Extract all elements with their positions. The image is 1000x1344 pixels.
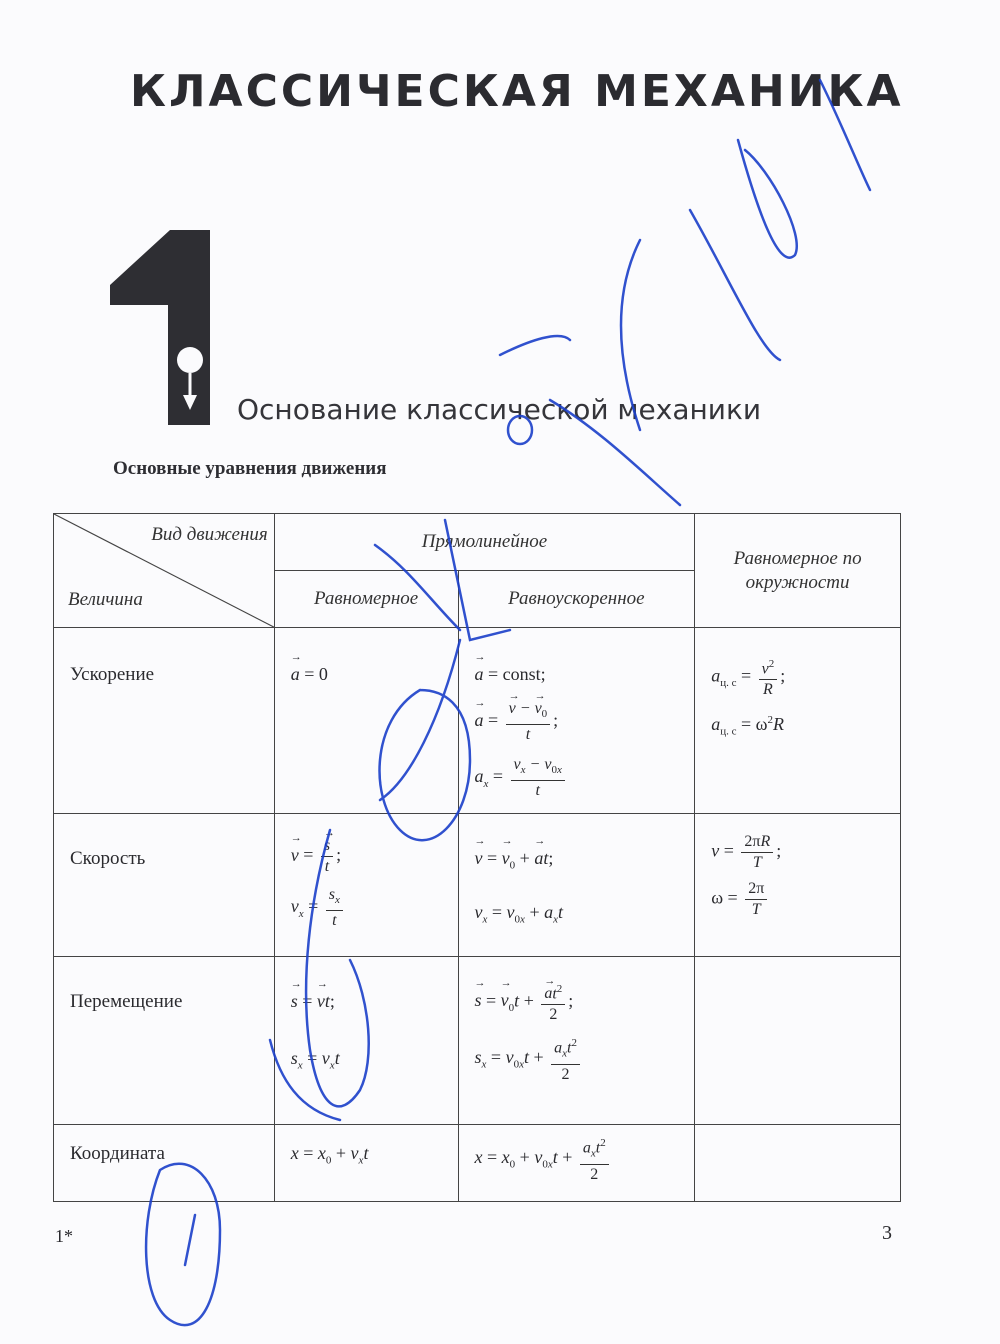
cell-coordinate-uniform: $x = x_0 + v_xt$ [274, 1125, 458, 1202]
cell-velocity-accelerated: → v = → $v_0$ + → at; $v_x = v_{0x} + a_xt$ [458, 814, 695, 957]
footer-signature-mark: 1* [55, 1226, 73, 1246]
cell-coordinate-circular-empty [695, 1125, 901, 1202]
page-number: 3 [882, 1222, 892, 1244]
cell-displacement-circular-empty [695, 957, 901, 1125]
main-title: КЛАССИЧЕСКАЯ МЕХАНИКА [130, 66, 904, 117]
table-row [54, 814, 901, 957]
row-label-displacement: Перемещение [54, 957, 275, 1125]
column-header-uniform: Равномерное [274, 571, 458, 628]
chapter-number-icon [110, 230, 210, 425]
row-label-velocity: Скорость [54, 814, 275, 957]
row-label-acceleration: Ускорение [54, 628, 275, 814]
column-header-circular: Равномерное по окружности [695, 514, 901, 628]
equations-table [53, 513, 901, 1201]
group-header-rectilinear: Прямолинейное [274, 514, 694, 571]
corner-header-cell [54, 514, 275, 628]
corner-bottom-label: Величина [68, 589, 143, 610]
cell-acceleration-accelerated: → a = const; → a = → $\frac{v - \to v_0}{t}$ ; $a_x$ = $\frac{v_x - v_{0x}}{t}$ [458, 628, 695, 814]
cell-velocity-uniform: → v = → $\frac{s}{t}$ ; $v_x$ = $\frac{s_x}{t}$ [274, 814, 458, 957]
cell-acceleration-uniform: → a = 0 [274, 628, 458, 814]
column-header-accelerated: Равноускоренное [458, 571, 695, 628]
corner-top-label: Вид движения [151, 524, 268, 545]
table-row [54, 1125, 901, 1202]
section-title: Основание классической механики [237, 393, 762, 426]
cell-displacement-uniform: → s = → vt; $s_x = v_xt$ [274, 957, 458, 1125]
table-row [54, 957, 901, 1125]
table-row [54, 628, 901, 814]
row-label-coordinate: Координата [54, 1125, 275, 1202]
cell-acceleration-circular: $a_{ц. с}$ = $\frac{v^2}{R}$ ; $a_{ц. с} = \omega^2R$ [695, 628, 901, 814]
cell-displacement-accelerated: → s = → $v_0t$ + → $\frac{at^2}{2}$ ; $s_x = v_{0x}t$ + $\frac{a_xt^2}{2}$ [458, 957, 695, 1125]
cell-coordinate-accelerated: $x = x_0 + v_{0x}t$ + $\frac{a_xt^2}{2}$ [458, 1125, 695, 1202]
subheading: Основные уравнения движения [113, 458, 387, 479]
cell-velocity-circular: v = $\frac{2\pi R}{T}$ ; ω = $\frac{2\pi}{T}$ [695, 814, 901, 957]
